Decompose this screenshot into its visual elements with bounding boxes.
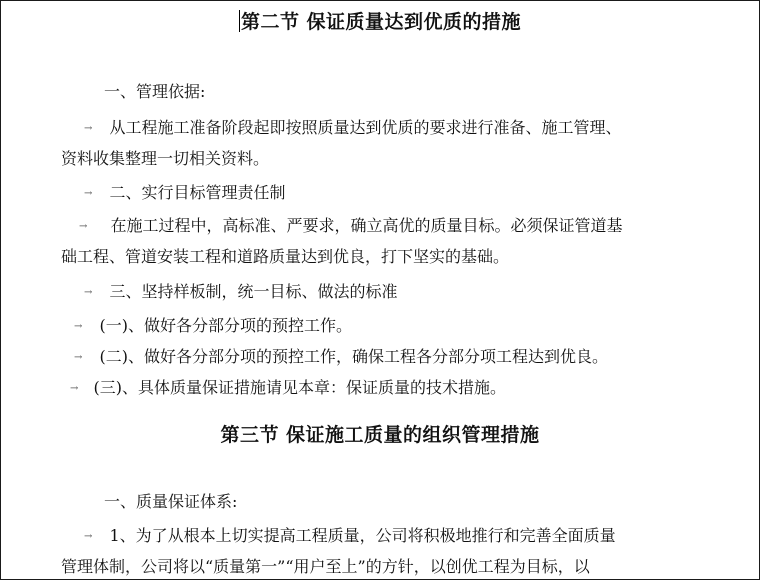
paragraph-mark-icon: → [84,188,93,199]
s2-sub3: → (三)、具体质量保证措施请见本章：保证质量的技术措施。 [70,378,506,397]
s2-item1-body-line1: → 从工程施工准备阶段起即按照质量达到优质的要求进行准备、施工管理、 [84,118,622,137]
s2-item2-body-line2: 础工程、管道安装工程和道路质量达到优良，打下坚实的基础。 [61,247,510,266]
paragraph-mark-icon: → [74,321,83,332]
s3-item1-body-line2: 管理体制，公司将以“质量第一”“用户至上”的方针，以创优工程为目标，以 [61,557,590,576]
s3-item1-heading: 一、质量保证体系: [104,492,238,511]
s2-item2-body-line1: → 在施工过程中，高标准、严要求，确立高优的质量目标。必须保证管道基 [79,216,623,235]
s2-sub1: → (一)、做好各分部分项的预控工作。 [74,316,352,335]
s2-item1-heading: 一、管理依据: [104,82,206,101]
s2-item1-body-line2: 资料收集整理一切相关资料。 [61,149,270,168]
paragraph-mark-icon: → [84,123,93,134]
paragraph-mark-icon: → [84,531,93,542]
paragraph-mark-icon: → [79,221,88,232]
s2-item3-heading: → 三、坚持样板制，统一目标、做法的标准 [84,282,398,301]
paragraph-mark-icon: → [84,287,93,298]
section-2-title: 第二节 保证质量达到优质的措施 [240,11,522,33]
s3-item1-body-line1: → 1、为了从根本上切实提高工程质量，公司将积极地推行和完善全面质量 [84,526,616,545]
section-3-title: 第三节 保证施工质量的组织管理措施 [220,424,540,446]
paragraph-mark-icon: → [70,383,79,394]
s2-item2-heading: → 二、实行目标管理责任制 [84,183,286,202]
s2-sub2: → (二)、做好各分部分项的预控工作，确保工程各分部分项工程达到优良。 [74,347,608,366]
text-cursor [239,10,240,32]
paragraph-mark-icon: → [74,352,83,363]
